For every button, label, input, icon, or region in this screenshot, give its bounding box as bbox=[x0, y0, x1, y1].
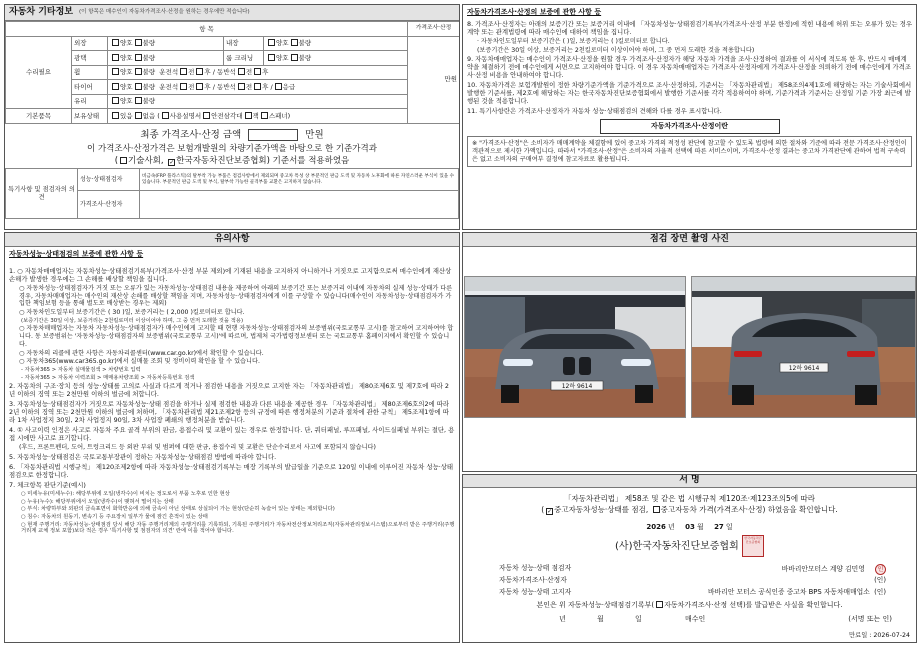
checkbox[interactable] bbox=[196, 68, 203, 75]
final-price-input[interactable] bbox=[248, 129, 298, 141]
checkbox[interactable] bbox=[112, 54, 119, 61]
notice-item: ○ 미세누유(미세누수): 해당부위에 오일(냉각수)이 비치는 정도로서 부품 노후로 인한 현상 bbox=[21, 491, 230, 498]
checkbox[interactable] bbox=[203, 112, 210, 119]
final-price-label: 최종 가격조사·산정 금액 bbox=[140, 129, 242, 140]
notifier-sign-row: 자동차 성능·상태 고지자 바바리안 모터스 공식인증 중고차 BPS 자동차매매업소 (인) bbox=[499, 588, 886, 596]
list-item: 9. 자동차매매업자는 매수인이 가격조사·산정을 원할 경우 가격조사·산정자가 해당 자동차 가격을 조사·산정하여 결과를 이 서식에 적도록 한 후, 반드시 매매계약을 체결하기 전에 매수인에게 서면으로 고지하여야 합니다. 이 경우 자동차매매업자는 가격조사·산정자에게 가격조사·산정을 의뢰하기 전에 매수인에게 가격조사·산정 비용을 안내하여야 합니다. bbox=[467, 55, 912, 80]
row-name: 광택 bbox=[72, 51, 108, 66]
inspector-opinion: 비금속(FRP 플라스틱)의 탈부착 가능 부품은 점검사항에서 제외되며 중고차 특성 상 부분적인 판금 도색 및 자동차 노후화에 따른 자연스러운 부식이 있을 수 있습니다. 부분적인 판금 도색 및 부식, 탈부착 가능한 골격부품 교환은 고지하지 않습니다. bbox=[140, 169, 459, 191]
notice-item: - 자동차365 > 자동차 이력조회 > 매매용차량조회 > 자동차등록번호 검색 bbox=[21, 374, 195, 381]
expire-date: 만료일 : 2026-07-24 bbox=[849, 632, 910, 640]
issue-date: 2026 년 03 월 27 일 bbox=[646, 523, 733, 532]
wheel-options: 양호 불량 운전석 전 후 / 동반석 전 후 bbox=[108, 65, 408, 80]
notice-item: 3. 자동차성능·상태점검자가 거짓으로 자동차성능·상태 점검을 하거나 실제 점검한 내용과 다른 내용을 제공한 경우 「자동차관리법」 제80조제6호의2에 따라 2년 이하의 징역 또는 2천만원 이하의 벌금에 처하며, 「자동차관리법 제21조제2항 등의 규정에 따른 행정처분의 기준과 절차에 관한 규칙」 제5조제1항에 따라 1차 사업정지 30일, 2차 사업정지 90일, 3차 사업장 폐쇄의 행정처분을 받습니다. bbox=[9, 400, 450, 425]
list-item: · 자동차인도일부터 보증기간은 ( )일, 보증거리는 ( )킬로미터로 합니다. bbox=[477, 37, 670, 45]
repair-label: 수리필요 bbox=[6, 36, 72, 109]
repair-table bbox=[5, 21, 460, 124]
photo-title: 점검 장면 촬영 사진 bbox=[650, 233, 729, 244]
checkbox[interactable] bbox=[112, 97, 119, 104]
vehicle-other-info-panel bbox=[4, 4, 460, 230]
checkbox-diagnosis-assoc[interactable]: ✓ bbox=[169, 158, 175, 166]
row-options: 양호 불량 bbox=[264, 36, 408, 51]
notice-item: ○ 부식: 차량하부와 외판의 금속표면이 화학반응에 의해 금속이 아닌 상태로 상실되어 가는 현상(단순히 녹슬어 있는 상태는 제외합니다) bbox=[21, 506, 335, 513]
checkbox[interactable] bbox=[180, 83, 187, 90]
base-price-text: 이 가격조사·산정가격은 보험개발원의 차량기준가액을 바탕으로 한 기준가격과 bbox=[87, 143, 377, 154]
inspector-label: 성능·상태점검자 bbox=[78, 169, 140, 191]
signature-panel bbox=[462, 474, 917, 643]
photo-header bbox=[463, 233, 916, 247]
checkbox[interactable] bbox=[112, 68, 119, 75]
notice-item: 7. 체크항목 판단기준(예시) bbox=[9, 481, 86, 490]
checkbox[interactable] bbox=[135, 68, 142, 75]
checkbox[interactable] bbox=[291, 39, 298, 46]
confirm-options: ( ✓ 중고자동차성능·상태를 점검, 중고자동차 가격(가격조사·산정) 하였음을 확인합니다. bbox=[541, 505, 838, 516]
list-item: 8. 가격조사·산정자는 아래의 보증기간 또는 보증거리 이내에 「자동차성능·상태점검기록부(가격조사·산정 부분 한정)에 적힌 내용에 허위 또는 오류가 있는 경우 계약 또는 관계법령에 따라 매수인에 대하여 책임을 집니다. bbox=[467, 19, 912, 36]
notice-item: ○ 침수: 자동차의 원동기, 변속기 등 주요장치 일부가 물에 잠긴 흔적이 있는 상태 bbox=[21, 513, 208, 520]
notice-item: 1. ○ 자동차매매업자는 자동차성능·상태점검기록부(가격조사·산정 부분 제외)에 기재된 내용을 고지하지 아니하거나 거짓으로 고지함으로써 매수인에게 재산상 손해가 발생한 경우에는 그 손해를 배상할 책임을 집니다. bbox=[9, 266, 452, 283]
checkbox-price[interactable] bbox=[653, 506, 660, 513]
price-definition-title: 자동차가격조사·산정이란 bbox=[600, 119, 780, 134]
signer-rows bbox=[499, 564, 886, 600]
checkbox[interactable] bbox=[112, 39, 119, 46]
notice-item: ○ 자동차매매업자는 자동차 자동차성능·상태점검자가 매수인에게 고지할 때 현행 자동차성능·상태점검자의 보증범위(국토교통부 고시)를 참고하여 고지하여야 합니다. 동 보증범위는 '자동차성능·상태점검자의 보증범위(국토교통부 고시)'에 따르며, 법제처 국가법령정보센터 또는 국토교통부 홈페이지에서 확인할 수 있습니다. bbox=[19, 325, 454, 348]
notice-item: ○ 자동차인도일부터 보증기간은 ( 30 )일, 보증거리는 ( 2,000 )킬로미터로 합니다. bbox=[19, 309, 245, 316]
checkbox[interactable] bbox=[180, 68, 187, 75]
checkbox[interactable] bbox=[245, 112, 252, 119]
checkbox[interactable] bbox=[112, 112, 119, 119]
rear-plate: 12하 9614 bbox=[788, 365, 820, 372]
special-notes-label: 특기사항 및 점검자의 의견 bbox=[6, 169, 78, 219]
notice-item: ○ 자동차의 리콜에 관한 사항은 자동차리콜센터(www.car.go.kr)에서 확인할 수 있습니다. bbox=[19, 349, 264, 357]
notice-item: 4. ① 사고이력 인정은 사고로 자동차 주요 골격 부위의 판금, 용접수리 및 교환이 있는 경우로 한정합니다. 단, 쿼터패널, 루프패널, 사이드실패널 부위는 절단, 용접 시에만 사고로 표기합니다. bbox=[9, 426, 455, 443]
checkbox-performance[interactable]: ✓ bbox=[547, 508, 553, 516]
notice-item: 5. 자동차성능·상태점검은 국토교통부장관이 정하는 자동차성능·상태점검 방법에 따라야 합니다. bbox=[9, 453, 277, 462]
checkbox[interactable] bbox=[268, 39, 275, 46]
row-name: 룸 크리닝 bbox=[224, 51, 264, 66]
checkbox[interactable] bbox=[254, 83, 261, 90]
notice-item: ○ 자동차365(www.car365.go.kr)에서 실매물 조회 및 정비이력 확인을 할 수 있습니다. bbox=[19, 358, 260, 366]
notice-list bbox=[5, 267, 459, 535]
glass-options: 양호 불량 bbox=[108, 94, 408, 109]
notice-title: 유의사항 bbox=[214, 233, 250, 244]
notice-header bbox=[5, 233, 459, 247]
inspector-sign-row: 자동차 성능·상태 점검자 바바리안모터스 계양 김민영 인 bbox=[499, 564, 886, 576]
checkbox[interactable] bbox=[135, 97, 142, 104]
notice-item: 6. 「자동차관리법 시행규칙」 제120조제2항에 따라 자동차성능·상태점검기록부는 매장 기록부의 발급일을 기준으로 120일 이내에 이루어진 자동차 성능·상태점검으로 한정합니다. bbox=[9, 463, 454, 480]
price-guarantee-heading: 자동차가격조사·산정의 보증에 관한 사항 등 bbox=[467, 8, 602, 16]
appraiser-label: 가격조사·산정자 bbox=[78, 191, 140, 219]
row-name: 외장 bbox=[72, 36, 108, 51]
row-options: 양호 불량 bbox=[108, 51, 224, 66]
vehicle-other-info-note: (이 항목은 매수인이 자동차가격조사·산정을 원하는 경우에만 적습니다) bbox=[79, 9, 250, 16]
row-name: 휠 bbox=[72, 65, 108, 80]
notice-item: ○ 자동차성능·상태점검자가 거짓 또는 오류가 있는 자동차성능·상태점검 내용을 제공하여 아래의 보증기간 또는 보증거리 이내에 자동차의 실제 성능·상태가 다른 경우, 자동차매매업자는 매수인의 재산상 손해를 배상할 책임을 지며, 자동차성능·상태점검자에게 이를 구상할 수 있습니다(매수인이 자동차성능·상태점검자가 가입한 책임보험 등을 통해 별도로 배상받는 경우는 제외) bbox=[19, 284, 453, 308]
row-name: 내장 bbox=[224, 36, 264, 51]
notice-subtitle: 자동차성능·상태점검의 보증에 관한 사항 등 bbox=[9, 250, 144, 258]
row-name: 보유상태 bbox=[72, 109, 108, 124]
vehicle-other-info-title: 자동차 기타정보 bbox=[9, 6, 73, 17]
checkbox[interactable] bbox=[261, 112, 268, 119]
basic-items-label: 기본품목 bbox=[6, 109, 72, 124]
law-basis: 「자동차관리법」 제58조 및 같은 법 시행규칙 제120조·제123조의5에 따라 bbox=[564, 494, 815, 503]
notice-panel bbox=[4, 232, 460, 643]
rear-photo-image bbox=[692, 277, 916, 418]
checkbox[interactable] bbox=[135, 54, 142, 61]
special-notes-table bbox=[5, 168, 459, 219]
receipt-confirm: 본인은 위 자동차성능·상태점검기록부( 자동차가격조사·산정 선택)를 발급받은 사실을 확인합니다. bbox=[536, 601, 843, 609]
notice-item: (보증기간은 30일 이상, 보증거리는 2천킬로미터 이상이어야 하며, 그 중 먼저 도래한 것을 적용) bbox=[21, 317, 244, 324]
checkbox[interactable] bbox=[268, 54, 275, 61]
checkbox[interactable] bbox=[162, 112, 169, 119]
checkbox-receipt-price[interactable] bbox=[656, 601, 663, 608]
signature-title: 서 명 bbox=[679, 475, 700, 486]
association-seal: 한국자동차진단보증협회 bbox=[742, 535, 764, 557]
checkbox[interactable] bbox=[135, 112, 142, 119]
front-photo bbox=[464, 276, 686, 418]
notice-item: 2. 자동차의 구조·장치 등의 성능·상태를 고의로 사실과 다르게 적거나 점검한 내용을 거짓으로 고지한 자는 「자동차관리법」 제80조제6호 및 제7호에 따라 2년 이하의 징역 또는 2천만원 이하의 벌금에 처합니다. bbox=[9, 382, 449, 399]
checkbox[interactable] bbox=[275, 83, 282, 90]
signature-header bbox=[463, 475, 916, 488]
list-item: 11. 특기사항란은 가격조사·산정자가 자동차 성능·상태점검의 견해와 다를 경우 표시합니다. bbox=[467, 107, 722, 116]
checkbox[interactable] bbox=[254, 68, 261, 75]
row-options: 양호 불량 bbox=[264, 51, 408, 66]
col-price-header: 가격조사·산정 bbox=[408, 22, 460, 37]
checkbox[interactable] bbox=[135, 39, 142, 46]
checkbox[interactable] bbox=[112, 83, 119, 90]
front-photo-image bbox=[465, 277, 686, 418]
checkbox[interactable] bbox=[135, 83, 142, 90]
checkbox[interactable] bbox=[238, 68, 245, 75]
association-name: (사)한국자동차진단보증협회 한국자동차진단보증협회 bbox=[463, 535, 916, 557]
checkbox[interactable] bbox=[291, 54, 298, 61]
rear-photo bbox=[691, 276, 916, 418]
notice-item: - 자동차365 > 자동차 실매물검색 > 차량번호 입력 bbox=[21, 367, 141, 374]
buyer-sign-row: 년 월 일 매수인 (서명 또는 인) bbox=[559, 615, 892, 623]
checkbox[interactable] bbox=[238, 83, 245, 90]
inspector-seal: 인 bbox=[875, 564, 886, 575]
appraiser-opinion bbox=[140, 191, 459, 219]
tire-options: 양호 불량 운전석 전 후 / 동반석 전 후 / 응급 bbox=[108, 80, 408, 95]
notice-item: ○ 누유(누수): 해당부위에서 오일(냉각수)이 맺혀서 떨어지는 상태 bbox=[21, 498, 174, 505]
col-item-header: 항 목 bbox=[6, 22, 408, 37]
checkbox[interactable] bbox=[196, 83, 203, 90]
final-price-row bbox=[5, 129, 459, 141]
row-options: 양호 불량 bbox=[108, 36, 224, 51]
vehicle-other-info-header bbox=[5, 5, 459, 21]
checkbox-tech-society[interactable] bbox=[120, 157, 127, 164]
appraiser-sign-row: 자동차가격조사·산정자 (인) bbox=[499, 576, 886, 584]
list-item: (보증기간은 30일 이상, 보증거리는 2천킬로미터 이상이어야 하며, 그 중 먼저 도래한 것을 적용합니다) bbox=[477, 46, 755, 54]
row-name: 타이어 bbox=[72, 80, 108, 95]
notice-item: ○ 현재 주행거리: 자동차성능·상태점검 당시 해당 자동 주행거리계의 주행거리를 기록하되, 기록된 주행거리가 자동차전산정보처리조직(자동차관리정보시스템)으로부터 받은 주행거리(주행거리계 교체 정보 포함)보다 적은 경우 '특기사항 및 점검자의 의견' 란에 이를 적어야 합니다. bbox=[21, 521, 455, 535]
standard-options: ( 기술사회, ✓ 한국자동차진단보증협회) 기준서를 적용하였음 bbox=[114, 155, 350, 166]
front-plate: 12하 9614 bbox=[561, 383, 593, 390]
price-guarantee-panel bbox=[462, 4, 917, 230]
final-price-unit: 만원 bbox=[305, 129, 324, 140]
basic-items-options: 있음 없음 ( 사용설명서 안전삼각대 잭 스패너) bbox=[108, 109, 408, 124]
notice-item: (후드, 프론트펜더, 도어, 트렁크리드 등 외판 부위 및 범퍼에 대한 판금, 용접수리 및 교환은 단순수리로서 사고에 포함되지 않습니다) bbox=[19, 444, 376, 452]
row-name: 유리 bbox=[72, 94, 108, 109]
list-item: 10. 자동차가격은 보험개발원이 정한 차량기준가액을 기준가격으로 조사·산정하되, 기준서는 「자동차관리법」 제58조의4제1호에 해당하는 자는 기술사회에서 발행한 기준서를, 제2호에 해당하는 자는 한국자동차진단보증협회에서 발행한 기준서를 각각 적용하여야 하며, 기준가격과 기준서는 산정일 기준 가장 최근에 발행된 것을 적용합니다. bbox=[467, 81, 912, 106]
price-definition-box: ※ "가격조사·산정"은 소비자가 매매계약을 체결함에 있어 중고차 가격의 적정성 판단에 참고할 수 있도록 법령에 의한 절차와 기준에 따라 전문 가격조사·산정인이 객관적으로 제시한 가액입니다. 따라서 "가격조사·산정"은 소비자의 자율적 선택에 따른 서비스이며, 가격조사·산정 결과는 중고차 가격판단에 관하여 법적 구속력은 없고 소비자의 구매여부 결정에 참고자료로 활용됩니다. bbox=[467, 136, 912, 167]
price-unit: 만원 bbox=[408, 36, 460, 123]
